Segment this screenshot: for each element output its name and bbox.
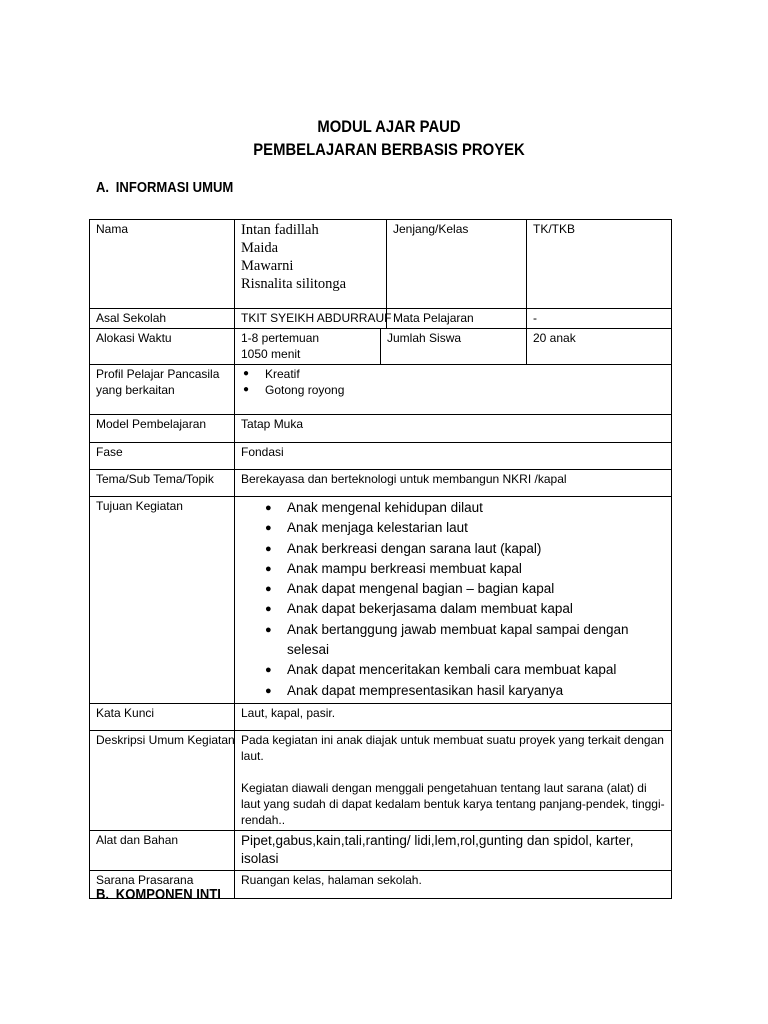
asal-sekolah-value: TKIT SYEIKH ABDURRAUF [235, 309, 387, 329]
table-row [90, 497, 672, 704]
alat-label: Alat dan Bahan [90, 830, 235, 870]
alat-value: Pipet,gabus,kain,tali,ranting/ lidi,lem,rol,gunting dan spidol, karter, isolasi [235, 830, 672, 870]
section-b-number: B. [96, 887, 110, 903]
list-item: ● Anak mengenal kehidupan dilaut [241, 498, 665, 518]
deskripsi-value [235, 730, 672, 830]
section-b-heading [96, 887, 221, 903]
alokasi-waktu-line-2: 1050 menit [241, 347, 301, 361]
profil-values [235, 365, 672, 415]
deskripsi-paragraph-2: Kegiatan diawali dengan menggali pengetahuan tentang laut sarana (alat) di laut yang sudah di dapat kedalam bentuk karya tentang panjang-pendek, tinggi-rendah.. [241, 780, 665, 827]
title-line-1: MODUL AJAR PAUD [317, 118, 461, 136]
jumlah-siswa-value: 20 anak [527, 329, 672, 365]
fase-label: Fase [90, 443, 235, 470]
section-b-label: KOMPONEN INTI [115, 887, 221, 903]
table-row [90, 309, 672, 329]
profil-label-line-1: Profil Pelajar Pancasila [96, 367, 220, 381]
table-row [90, 365, 672, 415]
informasi-umum-table [89, 219, 672, 899]
profil-label-line-2: yang berkaitan [96, 383, 175, 397]
section-a-number: A. [96, 180, 110, 196]
alokasi-waktu-line-1: 1-8 pertemuan [241, 331, 320, 345]
mata-pelajaran-value: - [527, 309, 672, 329]
document-title [0, 116, 768, 162]
table-row [90, 703, 672, 730]
deskripsi-paragraph-1: Pada kegiatan ini anak diajak untuk membuat suatu proyek yang terkait dengan laut. [241, 732, 664, 763]
fase-value: Fondasi [235, 443, 672, 470]
profil-list [241, 366, 665, 398]
deskripsi-label: Deskripsi Umum Kegiatan [90, 730, 235, 830]
nama-label: Nama [90, 220, 235, 309]
alokasi-waktu-value [235, 329, 381, 365]
jenjang-label: Jenjang/Kelas [387, 220, 527, 309]
list-item: ● Anak berkreasi dengan sarana laut (kapal) [241, 539, 665, 559]
list-item: ● Anak dapat mempresentasikan hasil karyanya [241, 681, 665, 701]
list-item: ● Anak dapat bekerjasama dalam membuat kapal [241, 599, 665, 619]
nama-value-1: Intan fadillah [241, 222, 319, 238]
list-item: ● Anak bertanggung jawab membuat kapal sampai dengan selesai [241, 620, 665, 661]
table-row [90, 415, 672, 443]
sarana-value: Ruangan kelas, halaman sekolah. [235, 870, 672, 898]
tujuan-label: Tujuan Kegiatan [90, 497, 235, 704]
model-label: Model Pembelajaran [90, 415, 235, 443]
kata-kunci-value: Laut, kapal, pasir. [235, 703, 672, 730]
table-row [90, 220, 672, 309]
jumlah-siswa-label: Jumlah Siswa [381, 329, 527, 365]
list-item: ● Kreatif [241, 366, 665, 382]
tema-label: Tema/Sub Tema/Topik [90, 470, 235, 497]
section-a-heading [96, 180, 233, 196]
table-row [90, 470, 672, 497]
nama-values [235, 220, 387, 309]
kata-kunci-label: Kata Kunci [90, 703, 235, 730]
alokasi-waktu-label: Alokasi Waktu [90, 329, 235, 365]
sarana-label: Sarana Prasarana [90, 870, 235, 898]
tema-value: Berekayasa dan berteknologi untuk membangun NKRI /kapal [235, 470, 672, 497]
jenjang-value: TK/TKB [527, 220, 672, 309]
list-item: ● Anak mampu berkreasi membuat kapal [241, 559, 665, 579]
table-row [90, 329, 672, 365]
table-row [90, 830, 672, 870]
profil-label [90, 365, 235, 415]
nama-value-4: Risnalita silitonga [241, 276, 347, 292]
tujuan-values [235, 497, 672, 704]
list-item: ● Anak menjaga kelestarian laut [241, 518, 665, 538]
tujuan-list [241, 498, 665, 701]
table-row [90, 730, 672, 830]
nama-value-3: Mawarni [241, 258, 294, 274]
model-value: Tatap Muka [235, 415, 672, 443]
list-item: ● Anak dapat mengenal bagian – bagian kapal [241, 579, 665, 599]
table-row [90, 443, 672, 470]
nama-value-2: Maida [241, 240, 279, 256]
list-item: ● Anak dapat menceritakan kembali cara membuat kapal [241, 660, 665, 680]
title-line-2: PEMBELAJARAN BERBASIS PROYEK [253, 141, 525, 159]
mata-pelajaran-label: Mata Pelajaran [387, 309, 527, 329]
asal-sekolah-label: Asal Sekolah [90, 309, 235, 329]
list-item: ● Gotong royong [241, 382, 665, 398]
section-a-label: INFORMASI UMUM [115, 180, 234, 196]
